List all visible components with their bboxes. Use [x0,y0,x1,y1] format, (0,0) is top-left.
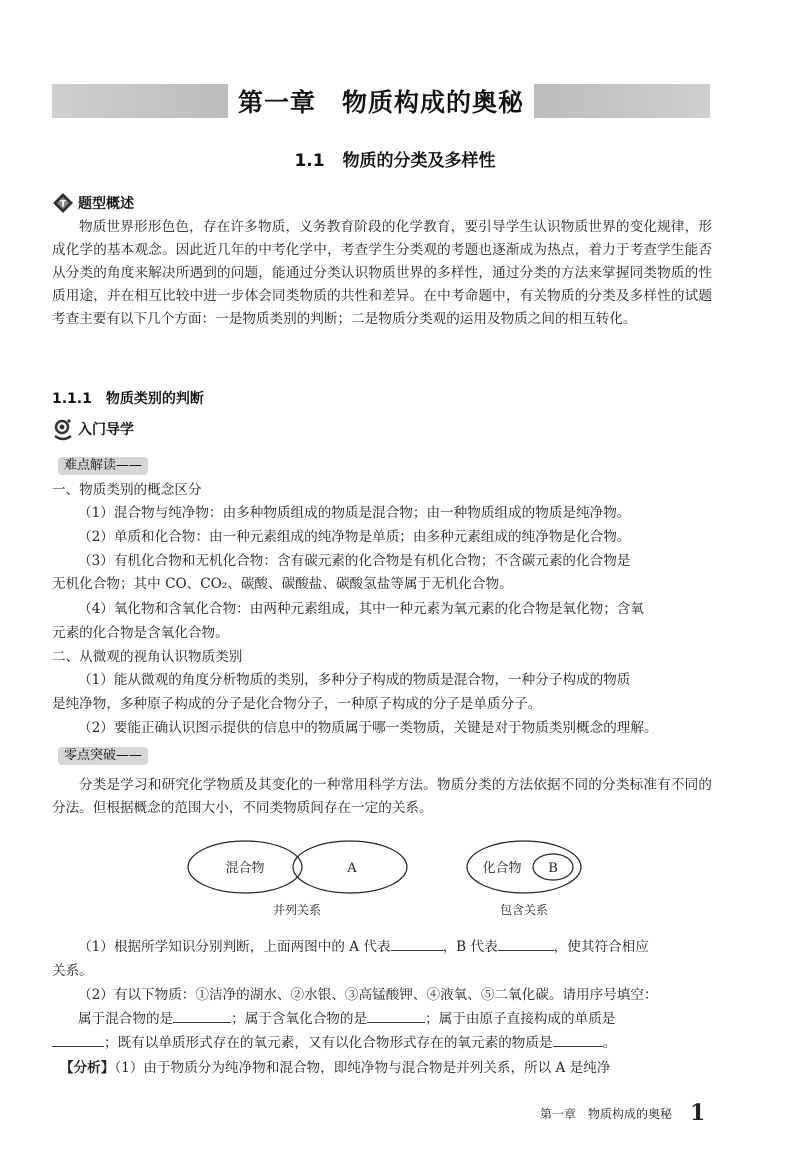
part1-item4b: 元素的化合物是含氧化合物。 [52,625,229,641]
page-number: 1 [690,1100,706,1126]
tag-difficult-label: 难点解读—— [58,457,148,475]
overview-paragraph: 物质世界形形色色，存在许多物质，义务教育阶段的化学教育，要引导学生认识物质世界的变化规律，形成化学的基本观念。因此近几年的中考化学中，考查学生分类观的考题也逐渐成为热点，着力于考查学生能否从分类的角度来解决所遇到的问题，能通过分类认识物质世界的多样性，通过分类的方法来掌握同类物质的性质用途，并在相互比较中进一步体会同类物质的共性和差异。在中考命题中，有关物质的分类及多样性的试题考查主要有以下几个方面：一是物质类别的判断；二是物质分类观的运用及物质之间的相互转化。 [52,219,712,327]
diamond-icon [52,192,74,214]
overview-badge [52,192,134,214]
part1-item3b: 无机化合物；其中 CO、CO₂、碳酸、碳酸盐、碳酸氢盐等属于无机化合物。 [52,576,513,592]
tag-difficult [58,456,148,476]
relation-diagram [0,830,790,930]
analysis-tag: 【分析】 [60,1060,115,1076]
include-caption: 包含关系 [499,903,549,917]
part2-item1a: （1）能从微观的角度分析物质的类别，多种分子构成的物质是混合物，一种分子构成的物质 [78,672,631,688]
part1-item3a: （3）有机化合物和无机化合物：含有碳元素的化合物是有机化合物；不含碳元素的化合物是 [78,553,631,569]
subsection-title [52,388,204,408]
page-footer [540,1100,705,1126]
running-title: 第一章 物质构成的奥秘 [540,1106,673,1121]
analysis-line [60,1057,722,1080]
part1-item1: （1）混合物与纯净物：由多种物质组成的物质是混合物；由一种物质组成的物质是纯净物。 [78,505,631,521]
analysis-text: （1）由于物质分为纯净物和混合物，即纯净物与混合物是并列关系，所以 A 是纯净 [114,1060,611,1076]
blank-a[interactable] [391,936,443,951]
b-label: B [548,861,558,876]
compound-label: 化合物 [482,861,522,876]
intro-badge-label: 入门导学 [78,422,134,438]
question2-line3 [52,1032,714,1055]
subsection-name: 物质类别的判断 [105,391,204,407]
part1-heading: 一、物质类别的概念区分 [52,482,202,498]
mixture-label: 混合物 [225,861,265,876]
chapter-title: 第一章 物质构成的奥秘 [237,88,524,117]
part2-item2: （2）要能正确认识图示提供的信息中的物质属于哪一类物质，关键是对于物质类别概念的理解。 [78,720,658,736]
blank-oxygen-compound[interactable] [367,1008,425,1023]
part1-item4a: （4）氧化物和含氧化合物：由两种元素组成，其中一种元素为氧元素的化合物是氧化物；含氧 [78,601,644,617]
chapter-banner [52,84,710,118]
chapter-title-box [228,80,534,122]
section-title [0,146,790,171]
blank-both-oxygen[interactable] [553,1032,603,1047]
question2-l3a: ；既有以单质形式存在的氧元素，又有以化合物形式存在的氧元素的物质是 [104,1035,553,1051]
zero-paragraph: 分类是学习和研究化学物质及其变化的一种常用科学方法。物质分类的方法依据不同的分类标准有不同的分法。但根据概念的范围大小，不同类物质间存在一定的关系。 [52,777,712,816]
blank-atom-element[interactable] [52,1032,104,1047]
question1-line2: 关系。 [52,963,93,979]
question1-part-a: （1）根据所学知识分别判断，上面两图中的 A 代表 [78,939,391,955]
question2-l2c: ；属于由原子直接构成的单质是 [425,1011,616,1027]
svg-text:T: T [59,199,67,210]
blank-mixture[interactable] [173,1008,231,1023]
parallel-caption: 并列关系 [272,903,322,917]
part2-item1b: 是纯净物，多种原子构成的分子是化合物分子，一种原子构成的分子是单质分子。 [52,696,542,712]
snail-icon [52,418,74,440]
question1-part-c: ，使其符合相应 [553,939,649,955]
question1-line1 [78,936,714,959]
question2-line2 [78,1008,714,1031]
tag-zero-label: 零点突破—— [58,747,148,765]
blank-b[interactable] [498,936,554,951]
question1-part-b: ，B 代表 [442,939,498,955]
a-label: A [347,861,357,876]
part1-item2: （2）单质和化合物：由一种元素组成的纯净物是单质；由多种元素组成的纯净物是化合物。 [78,529,631,545]
question2-l2a: 属于混合物的是 [78,1011,174,1027]
question2-l3b: 。 [602,1035,617,1051]
question2-line1: （2）有以下物质：①洁净的湖水、②水银、③高锰酸钾、④液氧、⑤二氧化碳。请用序号填空： [78,987,658,1003]
section-number: 1.1 [294,151,325,171]
section-name: 物质的分类及多样性 [342,151,496,171]
part2-heading: 二、从微观的视角认识物质类别 [52,649,243,665]
overview-badge-label: 题型概述 [78,196,134,212]
intro-badge [52,418,134,440]
subsection-number: 1.1.1 [52,391,92,407]
question2-l2b: ；属于含氧化合物的是 [231,1011,368,1027]
tag-zero [58,746,148,766]
